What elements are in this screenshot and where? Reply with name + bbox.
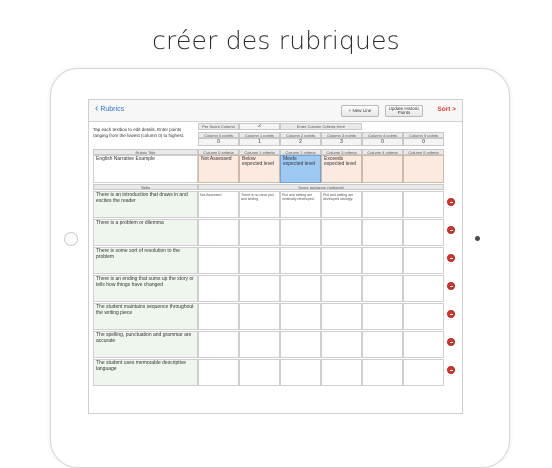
delete-row-icon[interactable]: [447, 198, 455, 206]
skill-input[interactable]: There is a problem or dilemma: [93, 219, 198, 246]
back-label: Rubrics: [100, 105, 125, 113]
guidance-input[interactable]: [321, 275, 362, 302]
per-score-input[interactable]: 2: [239, 123, 280, 130]
sort-button[interactable]: Sort >: [437, 106, 456, 113]
column-criteria-label: Column 3 criteria: [321, 149, 362, 155]
guidance-input[interactable]: [198, 275, 239, 302]
guidance-input[interactable]: [280, 219, 321, 246]
guidance-input[interactable]: [239, 331, 280, 358]
guidance-input[interactable]: [403, 247, 444, 274]
guidance-input[interactable]: Plot and setting are minimally developed.: [280, 191, 321, 218]
info-text: Tap each textbox to edit details. Enter points ranging from the lowest (column 0) to highest.: [93, 127, 185, 138]
guidance-input[interactable]: [321, 359, 362, 386]
guidance-input[interactable]: [362, 191, 403, 218]
app-screen: [88, 99, 463, 414]
guidance-input[interactable]: [403, 191, 444, 218]
guidance-input[interactable]: [321, 219, 362, 246]
enter-criteria-label: Enter Column Criteria Here: [280, 123, 362, 130]
column-points-label: Column 0 points: [198, 132, 239, 138]
column-criteria-label: Column 5 criteria: [403, 149, 444, 155]
guidance-input[interactable]: [403, 275, 444, 302]
column-points-label: Column 2 points: [280, 132, 321, 138]
delete-row-icon[interactable]: [447, 366, 455, 374]
home-button: [64, 232, 78, 246]
back-button[interactable]: [95, 105, 124, 113]
guidance-input[interactable]: [280, 247, 321, 274]
per-score-label: Per Score Column: [198, 123, 239, 130]
delete-row-icon[interactable]: [447, 338, 455, 346]
column-criteria-label: Column 0 criteria: [198, 149, 239, 155]
new-line-button[interactable]: + New Line: [341, 105, 379, 117]
skill-input[interactable]: There is an ending that sums up the story or tells how things have changed: [93, 275, 198, 302]
delete-row-icon[interactable]: [447, 226, 455, 234]
column-criteria-label: Column 2 criteria: [280, 149, 321, 155]
guidance-input[interactable]: [362, 303, 403, 330]
guidance-input[interactable]: [403, 331, 444, 358]
guidance-input[interactable]: [239, 359, 280, 386]
camera-dot: [475, 236, 480, 241]
guidance-input[interactable]: [198, 303, 239, 330]
column-points-input[interactable]: 0: [403, 138, 444, 146]
guidance-input[interactable]: Plot and setting are developed strongly.: [321, 191, 362, 218]
skill-input[interactable]: The student maintains sequence throughout the writing piece: [93, 303, 198, 330]
guidance-input[interactable]: [321, 331, 362, 358]
guidance-input[interactable]: [198, 359, 239, 386]
column-points-input[interactable]: 1: [239, 138, 280, 146]
guidance-input[interactable]: [280, 359, 321, 386]
guidance-input[interactable]: [403, 359, 444, 386]
guidance-input[interactable]: [198, 247, 239, 274]
skill-input[interactable]: The spelling, punctuation and grammar are accurate: [93, 331, 198, 358]
column-criteria-label: Column 1 criteria: [239, 149, 280, 155]
skill-input[interactable]: The student uses memorable descriptive language: [93, 359, 198, 386]
column-points-label: Column 4 points: [362, 132, 403, 138]
guidance-input[interactable]: [239, 219, 280, 246]
column-points-input[interactable]: 0: [362, 138, 403, 146]
guidance-input[interactable]: [239, 303, 280, 330]
column-criteria-input[interactable]: Meets expected level: [280, 155, 321, 183]
guidance-header: Score guidance (optional): [198, 184, 444, 190]
guidance-input[interactable]: [280, 303, 321, 330]
guidance-input[interactable]: [403, 219, 444, 246]
column-criteria-input[interactable]: Exceeds expected level: [321, 155, 362, 183]
chevron-left-icon: ‹: [95, 103, 99, 114]
guidance-input[interactable]: [239, 247, 280, 274]
guidance-input[interactable]: [362, 219, 403, 246]
guidance-input[interactable]: [198, 331, 239, 358]
column-criteria-input[interactable]: Below expected level: [239, 155, 280, 183]
guidance-input[interactable]: [362, 359, 403, 386]
skills-header: Skills: [93, 184, 198, 190]
guidance-input[interactable]: [362, 275, 403, 302]
guidance-input[interactable]: [321, 303, 362, 330]
guidance-input[interactable]: [280, 331, 321, 358]
column-points-input[interactable]: 3: [321, 138, 362, 146]
delete-row-icon[interactable]: [447, 254, 455, 262]
guidance-input[interactable]: There is no clear plot and setting.: [239, 191, 280, 218]
guidance-input[interactable]: [239, 275, 280, 302]
delete-row-icon[interactable]: [447, 282, 455, 290]
column-points-input[interactable]: 0: [198, 138, 239, 146]
rubric-title-input[interactable]: English Narrative Example: [93, 155, 198, 183]
column-points-input[interactable]: 2: [280, 138, 321, 146]
headline: créer des rubriques: [152, 26, 400, 55]
guidance-input[interactable]: [280, 275, 321, 302]
guidance-input[interactable]: [362, 247, 403, 274]
nav-bar: [89, 100, 463, 122]
column-criteria-input[interactable]: Not Assessed: [198, 155, 239, 183]
guidance-input[interactable]: [198, 219, 239, 246]
column-points-label: Column 1 points: [239, 132, 280, 138]
skill-input[interactable]: There is some sort of resolution to the problem: [93, 247, 198, 274]
update-historic-points-button[interactable]: Update Historic Points: [385, 105, 423, 117]
column-criteria-label: Column 4 criteria: [362, 149, 403, 155]
guidance-input[interactable]: Not Assessed: [198, 191, 239, 218]
guidance-input[interactable]: [403, 303, 444, 330]
column-points-label: Column 3 points: [321, 132, 362, 138]
column-criteria-input[interactable]: [403, 155, 444, 183]
column-points-label: Column 5 points: [403, 132, 444, 138]
delete-row-icon[interactable]: [447, 310, 455, 318]
column-criteria-input[interactable]: [362, 155, 403, 183]
guidance-input[interactable]: [321, 247, 362, 274]
guidance-input[interactable]: [362, 331, 403, 358]
skill-input[interactable]: There is an introduction that draws in and excites the reader: [93, 191, 198, 218]
rubric-title-label: Rubric Title: [93, 149, 198, 155]
